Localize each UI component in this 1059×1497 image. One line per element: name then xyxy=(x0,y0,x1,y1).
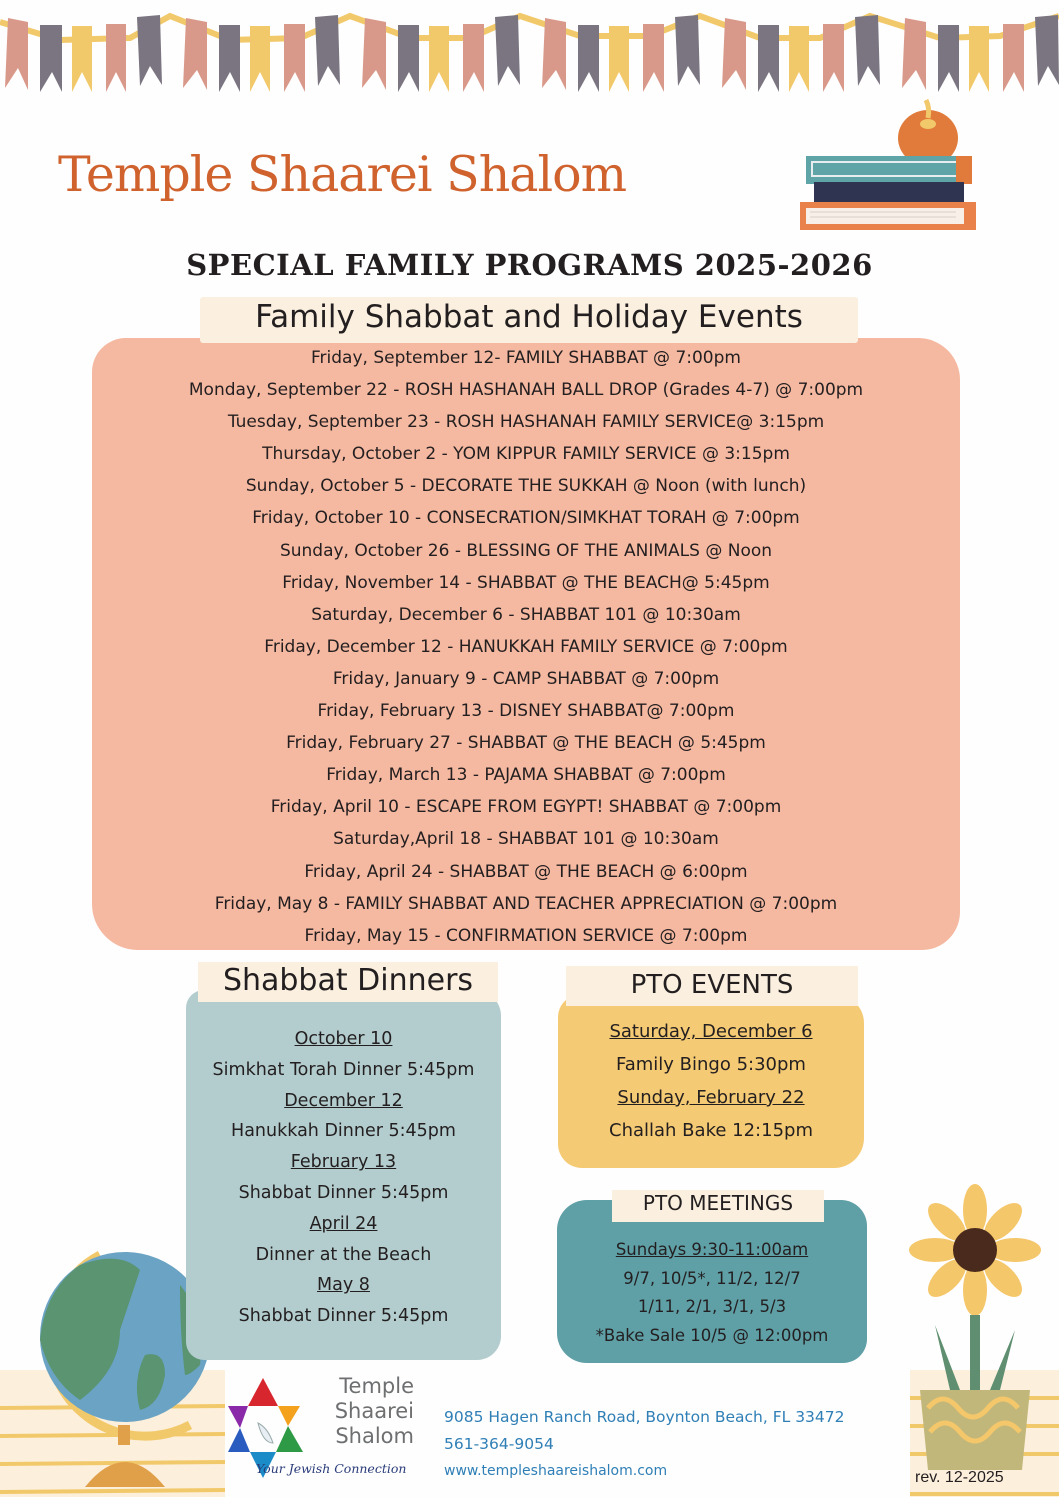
pto-event-date: Sunday, February 22 xyxy=(617,1087,805,1108)
pto-event-desc: Challah Bake 12:15pm xyxy=(609,1120,813,1141)
logo-tagline: Your Jewish Connection xyxy=(256,1461,407,1476)
event-item: Monday, September 22 - ROSH HASHANAH BALL DROP (Grades 4-7) @ 7:00pm xyxy=(188,380,864,401)
logo-wordmark xyxy=(310,1374,414,1449)
address: 9085 Hagen Ranch Road, Boynton Beach, FL 33472 xyxy=(444,1408,845,1426)
event-item: Tuesday, September 23 - ROSH HASHANAH FAMILY SERVICE@ 3:15pm xyxy=(227,412,825,433)
pto-events-heading: PTO EVENTS xyxy=(630,970,794,1000)
meeting-dates: 9/7, 10/5*, 11/2, 12/7 xyxy=(623,1268,801,1288)
event-item: Sunday, October 5 - DECORATE THE SUKKAH @ Noon (with lunch) xyxy=(245,476,807,497)
event-item: Friday, December 12 - HANUKKAH FAMILY SERVICE @ 7:00pm xyxy=(264,636,788,657)
logo-line: Temple xyxy=(339,1374,414,1398)
sunflower-pot-icon xyxy=(900,1180,1050,1480)
event-item: Friday, September 12- FAMILY SHABBAT @ 7:00pm xyxy=(311,348,741,368)
dinner-desc: Hanukkah Dinner 5:45pm xyxy=(231,1121,456,1142)
shabbat-dinners-list xyxy=(186,1024,501,1332)
pto-events-list xyxy=(558,1015,864,1147)
dinner-date: February 13 xyxy=(290,1152,397,1173)
dinner-desc: Simkhat Torah Dinner 5:45pm xyxy=(212,1059,475,1080)
pto-meetings-list xyxy=(557,1236,867,1350)
shabbat-dinners-heading: Shabbat Dinners xyxy=(222,963,474,998)
event-item: Friday, February 13 - DISNEY SHABBAT@ 7:00pm xyxy=(317,701,735,722)
page-title: Temple Shaarei Shalom xyxy=(58,146,627,203)
books-apple-icon xyxy=(796,96,981,236)
dinner-desc: Shabbat Dinner 5:45pm xyxy=(238,1306,449,1327)
event-item: Friday, March 13 - PAJAMA SHABBAT @ 7:00pm xyxy=(326,765,726,786)
family-events-list xyxy=(92,342,960,952)
dinner-desc: Dinner at the Beach xyxy=(255,1244,432,1265)
meeting-schedule: Sundays 9:30-11:00am xyxy=(615,1240,809,1259)
phone-number[interactable]: 561-364-9054 xyxy=(444,1435,554,1453)
meeting-dates: 1/11, 2/1, 3/1, 5/3 xyxy=(637,1297,787,1316)
logo-line: Shaarei xyxy=(334,1399,414,1423)
page-subtitle: SPECIAL FAMILY PROGRAMS 2025-2026 xyxy=(186,248,873,282)
event-item: Friday, January 9 - CAMP SHABBAT @ 7:00pm xyxy=(332,668,720,689)
event-item: Thursday, October 2 - YOM KIPPUR FAMILY SERVICE @ 3:15pm xyxy=(262,444,790,465)
dinner-date: December 12 xyxy=(284,1090,403,1111)
dinner-date: April 24 xyxy=(309,1213,378,1234)
event-item: Friday, April 24 - SHABBAT @ THE BEACH @ 6:00pm xyxy=(304,861,748,882)
event-item: Friday, November 14 - SHABBAT @ THE BEACH@ 5:45pm xyxy=(282,572,770,593)
event-item: Friday, February 27 - SHABBAT @ THE BEACH @ 5:45pm xyxy=(286,733,766,754)
event-item: Friday, October 10 - CONSECRATION/SIMKHAT TORAH @ 7:00pm xyxy=(252,508,800,529)
event-item: Sunday, October 26 - BLESSING OF THE ANIMALS @ Noon xyxy=(279,540,773,561)
pto-meetings-heading: PTO MEETINGS xyxy=(642,1191,794,1215)
bunting-flags-decoration xyxy=(0,0,1059,100)
event-item: Saturday, December 6 - SHABBAT 101 @ 10:30am xyxy=(311,604,741,625)
logo-line: Shalom xyxy=(335,1424,414,1448)
event-item: Friday, April 10 - ESCAPE FROM EGYPT! SHABBAT @ 7:00pm xyxy=(270,797,782,818)
website-link[interactable]: www.templeshaareishalom.com xyxy=(444,1463,668,1479)
dinner-date: October 10 xyxy=(294,1029,393,1049)
contact-info xyxy=(444,1404,845,1485)
event-item: Friday, May 8 - FAMILY SHABBAT AND TEACHER APPRECIATION @ 7:00pm xyxy=(214,893,838,914)
pto-event-date: Saturday, December 6 xyxy=(609,1021,813,1042)
event-item: Friday, May 15 - CONFIRMATION SERVICE @ 7:00pm xyxy=(304,925,748,946)
dinner-date: May 8 xyxy=(317,1275,370,1296)
family-events-heading: Family Shabbat and Holiday Events xyxy=(255,299,803,335)
meeting-note: *Bake Sale 10/5 @ 12:00pm xyxy=(595,1325,829,1345)
dinner-desc: Shabbat Dinner 5:45pm xyxy=(238,1182,449,1203)
pto-event-desc: Family Bingo 5:30pm xyxy=(616,1054,806,1075)
revision-label: rev. 12-2025 xyxy=(915,1469,1004,1486)
event-item: Saturday,April 18 - SHABBAT 101 @ 10:30am xyxy=(333,829,719,850)
